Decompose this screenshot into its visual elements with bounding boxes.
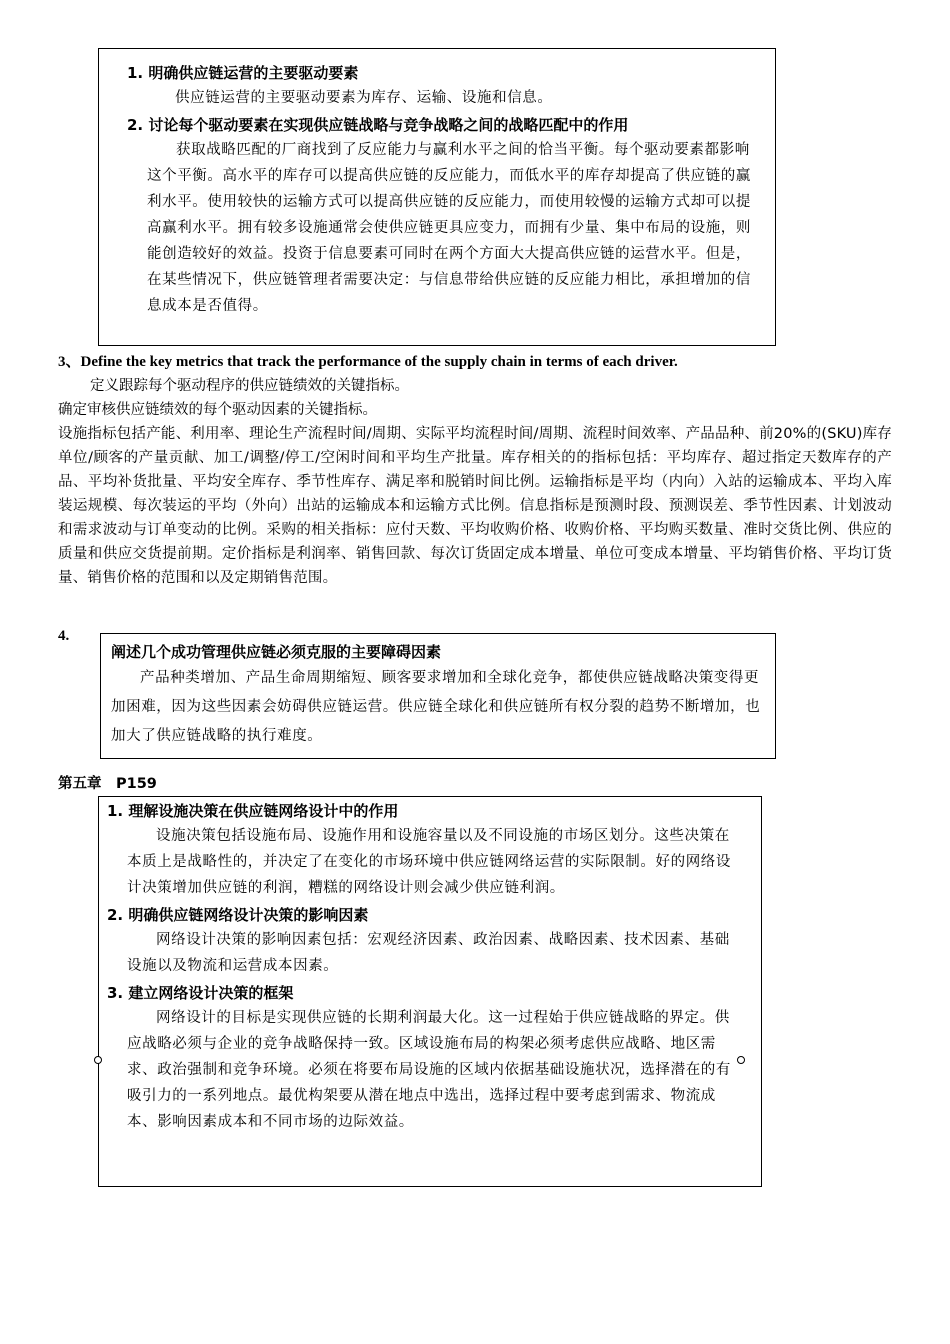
ch5-heading-2: 2. 明确供应链网络设计决策的影响因素	[107, 906, 369, 924]
ch5-heading-3: 3. 建立网络设计决策的框架	[107, 984, 294, 1002]
ch5-paragraph-1: 设施决策包括设施布局、设施作用和设施容量以及不同设施的市场区划分。这些决策在本质上是战略性的，并决定了在变化的市场环境中供应链网络运营的实际限制。好的网络设计决策增加供应链的利润，糟糕的网络设计则会减少供应链利润。	[127, 828, 731, 896]
q4-heading: 阐述几个成功管理供应链必须克服的主要障碍因素	[111, 643, 442, 661]
box1-paragraph-1: 供应链运营的主要驱动要素为库存、运输、设施和信息。	[175, 90, 553, 106]
ch5-heading-1: 1. 理解设施决策在供应链网络设计中的作用	[107, 802, 399, 820]
chapter5-label: 第五章 P159	[58, 776, 157, 792]
box1-heading-2: 2. 讨论每个驱动要素在实现供应链战略与竞争战略之间的战略匹配中的作用	[127, 116, 629, 134]
scan-handle-right-circle	[737, 1056, 745, 1064]
q3-english-heading: 3、Define the key metrics that track the performance of the supply chain in terms of each driver.	[58, 354, 678, 370]
scanned-box-chapter4-part1	[98, 48, 776, 346]
box1-paragraph-2: 获取战略匹配的厂商找到了反应能力与赢利水平之间的恰当平衡。每个驱动要素都影响这个平衡。高水平的库存可以提高供应链的反应能力，而低水平的库存却提高了供应链的赢利水平。使用较快的运输方式可以提高供应链的反应能力，而使用较慢的运输方式却可以提高赢利水平。拥有较多设施通常会使供应链更具应变力，而拥有少量、集中布局的设施，则能创造较好的效益。投资于信息要素可同时在两个方面大大提高供应链的运营水平。但是，在某些情况下，供应链管理者需要决定：与信息带给供应链的反应能力相比，承担增加的信息成本是否值得。	[147, 142, 751, 314]
scanned-box-question4	[100, 633, 776, 759]
q3-answer-paragraph: 设施指标包括产能、利用率、理论生产流程时间/周期、实际平均流程时间/周期、流程时间效率、产品品种、前20%的(SKU)库存单位/顾客的产量贡献、加工/调整/停工/空闲时间和平均生产批量。库存相关的的指标包括：平均库存、超过指定天数库存的产品、平均补货批量、平均安全库存、季节性库存、满足率和脱销时间比例。运输指标是平均（内向）入站的运输成本、平均入库装运规模、每次装运的平均（外向）出站的运输成本和运输方式比例。信息指标是预测时段、预测误差、季节性因素、计划波动和需求波动与订单变动的比例。采购的相关指标：应付天数、平均收购价格、收购价格、平均购买数量、准时交货比例、供应的质量和供应交货提前期。定价指标是利润率、销售回款、每次订货固定成本增量、单位可变成本增量、平均销售价格、平均订货量、销售价格的范围和以及定期销售范围。	[58, 426, 892, 586]
scanned-box-chapter5	[98, 796, 762, 1187]
q3-translation-2: 确定审核供应链绩效的每个驱动因素的关键指标。	[58, 402, 377, 418]
ch5-paragraph-2: 网络设计决策的影响因素包括：宏观经济因素、政治因素、战略因素、技术因素、基础设施以及物流和运营成本因素。	[127, 932, 730, 974]
q4-number: 4.	[58, 628, 70, 644]
q3-translation-1: 定义跟踪每个驱动程序的供应链绩效的关键指标。	[90, 378, 409, 394]
ch5-paragraph-3: 网络设计的目标是实现供应链的长期利润最大化。这一过程始于供应链战略的界定。供应战略必须与企业的竞争战略保持一致。区域设施布局的构架必须考虑供应战略、地区需求、政治强制和竞争环境。必须在将要布局设施的区域内依据基础设施状况，选择潜在的有吸引力的一系列地点。最优构架要从潜在地点中选出，选择过程中要考虑到需求、物流成本、影响因素成本和不同市场的边际效益。	[127, 1010, 731, 1130]
q4-paragraph: 产品种类增加、产品生命周期缩短、顾客要求增加和全球化竞争，都使供应链战略决策变得更加困难，因为这些因素会妨碍供应链运营。供应链全球化和供应链所有权分裂的趋势不断增加，也加大了供应链战略的执行难度。	[111, 670, 761, 744]
box1-heading-1: 1. 明确供应链运营的主要驱动要素	[127, 64, 359, 82]
scan-handle-left-circle	[94, 1056, 102, 1064]
